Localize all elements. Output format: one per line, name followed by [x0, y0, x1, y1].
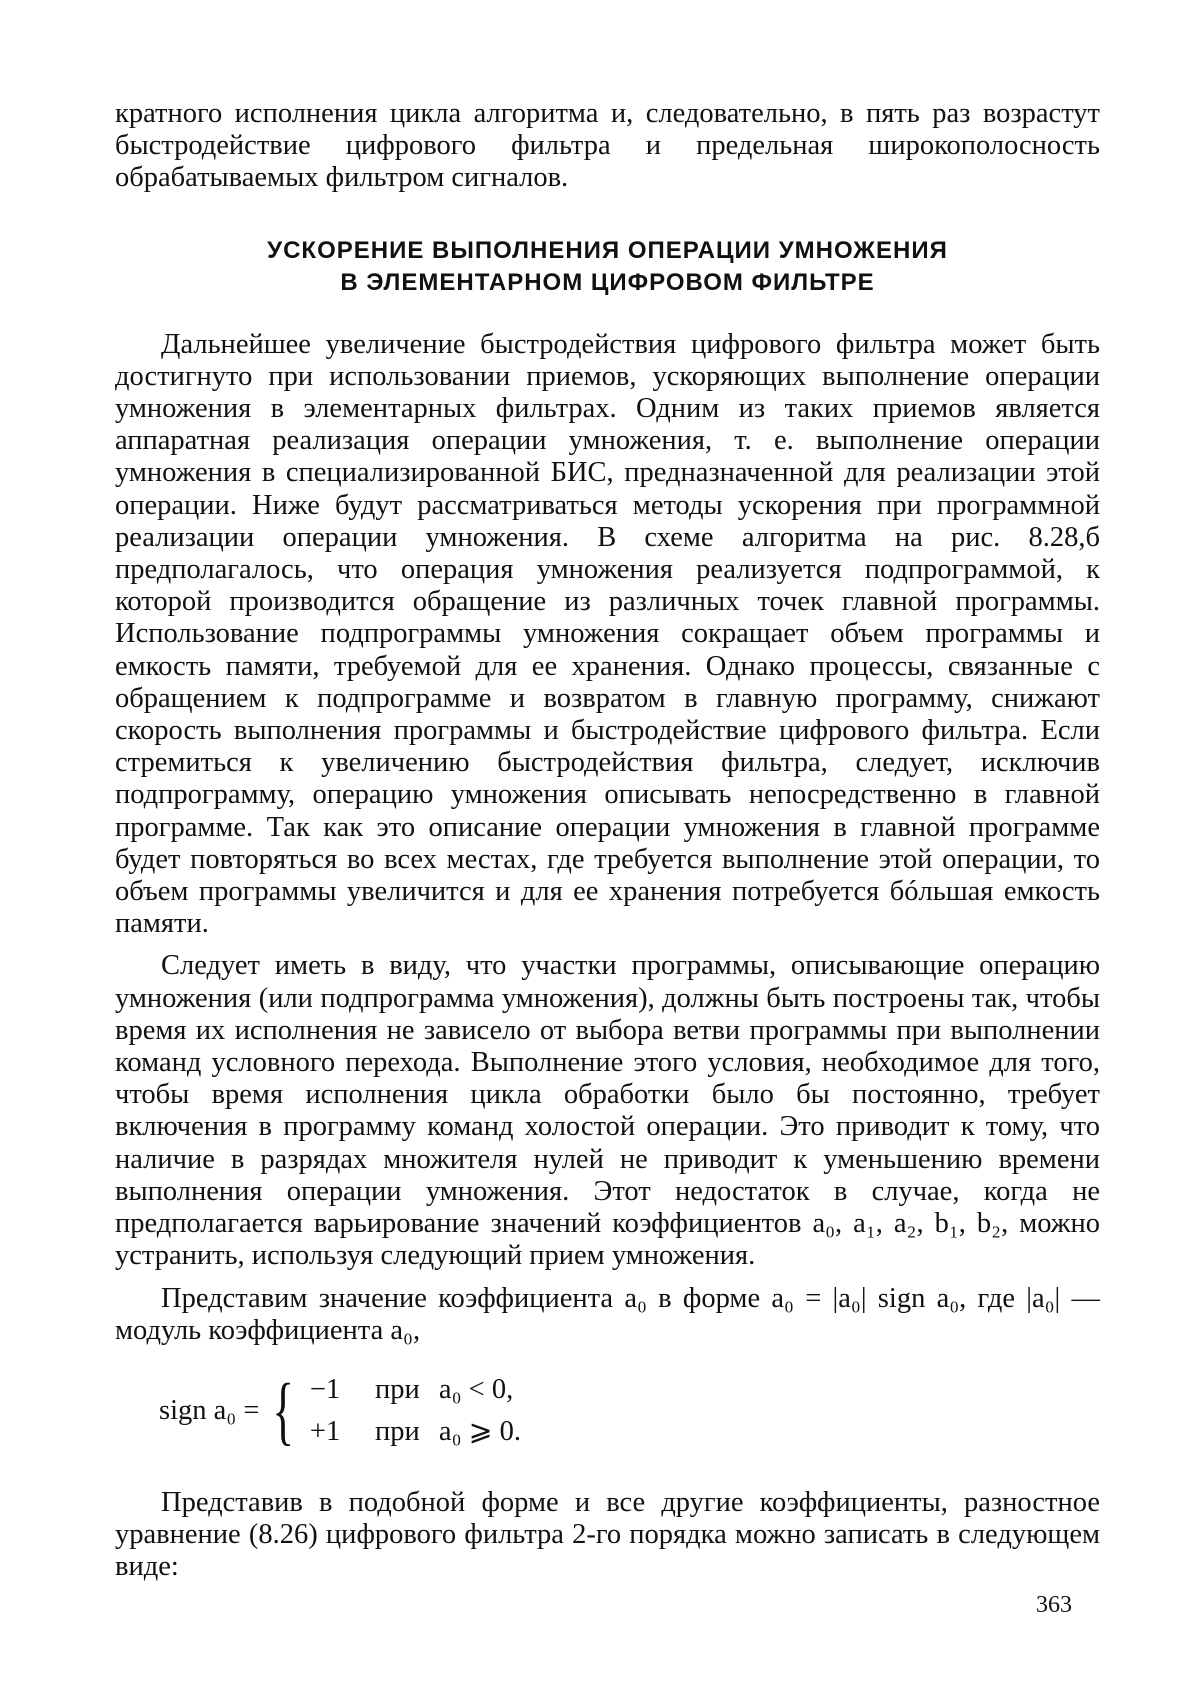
section-heading	[115, 235, 1100, 299]
paragraph-continuation: кратного исполнения цикла алгоритма и, следовательно, в пять раз возрастут быстродействие цифрового фильтра и предельная широкополосность обрабатываемых фильтром сигналов.	[115, 98, 1100, 194]
paragraph-acceleration: Дальнейшее увеличение быстродействия цифрового фильтра может быть достигнуто при использовании приемов, ускоряющих выполнение операции умножения в элементарных фильтрах. Одним из таких приемов является аппаратная реализация операции умножения, т. е. выполнение операции умножения в специализированной БИС, предназначенной для реализации этой операции. Ниже будут рассматриваться методы ускорения при программной реализации операции умножения. В схеме алгоритма на рис. 8.28,б предполагалось, что операция умножения реализуется подпрограммой, к которой производится обращение из различных точек главной программы. Использование подпрограммы умножения сокращает объем программы и емкость памяти, требуемой для ее хранения. Однако процессы, связанные с обращением к подпрограмме и возвратом в главную программу, снижают скорость выполнения программы и быстродействие цифрового фильтра. Если стремиться к увеличению быстродействия фильтра, следует, исключив подпрограмму, операцию умножения описывать непосредственно в главной программе. Так как это описание операции умножения в главной программе будет повторяться во всех местах, где требуется выполнение этой операции, то объем программы увеличится и для ее хранения потребуется бóльшая емкость памяти.	[115, 328, 1100, 940]
formula-brace: {	[272, 1368, 295, 1453]
formula-case-positive	[310, 1411, 521, 1453]
case-word: при	[375, 1373, 420, 1405]
case-condition: a₀ < 0,	[438, 1373, 514, 1405]
paragraph-difference-equation: Представив в подобной форме и все другие коэффициенты, разностное уравнение (8.26) цифрового фильтра 2-го порядка можно записать в следующем виде:	[115, 1486, 1100, 1583]
case-value: +1	[309, 1415, 341, 1447]
paragraph-coefficient-form: Представим значение коэффициента a₀ в форме a₀ = |a₀| sign a₀, где |a₀| — модуль коэффициента a₀,	[115, 1282, 1100, 1346]
paragraph-branch-timing: Следует иметь в виду, что участки программы, описывающие операцию умножения (или подпрограмма умножения), должны быть построены так, чтобы время их исполнения не зависело от выбора ветви программы при выполнении команд условного перехода. Выполнение этого условия, необходимое для того, чтобы время исполнения цикла обработки было бы постоянно, требует включения в программу команд холостой операции. Это приводит к тому, что наличие в разрядах множителя нулей не приводит к уменьшению времени выполнения операции умножения. Этот недостаток в случае, когда не предполагается варьирование значений коэффициентов a₀, a₁, a₂, b₁, b₂, можно устранить, используя следующий прием умножения.	[115, 950, 1100, 1272]
formula-cases	[310, 1369, 521, 1453]
case-word: при	[375, 1415, 420, 1447]
case-value: −1	[309, 1373, 341, 1405]
formula-case-negative	[310, 1369, 521, 1411]
case-condition: a₀ ⩾ 0.	[438, 1415, 522, 1447]
section-heading-line-2: В ЭЛЕМЕНТАРНОМ ЦИФРОВОМ ФИЛЬТРЕ	[340, 268, 875, 296]
section-heading-line-1: УСКОРЕНИЕ ВЫПОЛНЕНИЯ ОПЕРАЦИИ УМНОЖЕНИЯ	[267, 236, 948, 264]
sign-formula	[159, 1369, 1100, 1453]
page-number: 363	[1036, 1592, 1072, 1618]
formula-lhs: sign a₀ =	[159, 1394, 260, 1426]
